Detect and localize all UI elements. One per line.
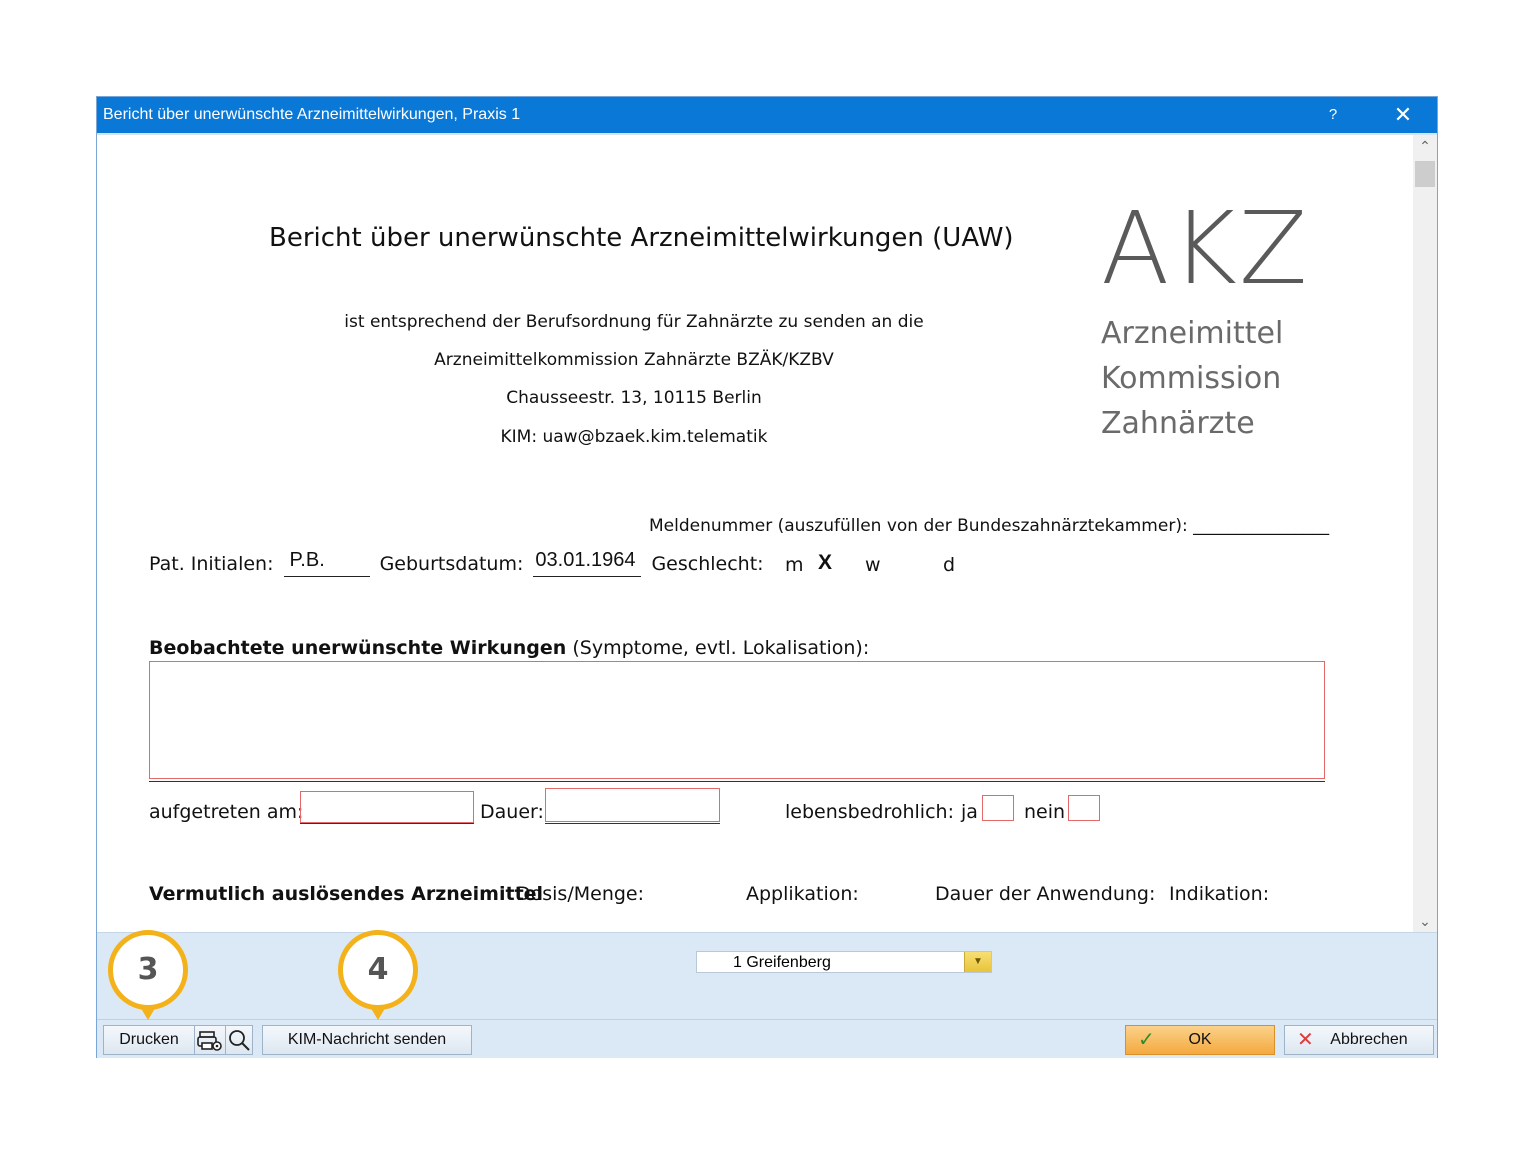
birthdate-field[interactable] xyxy=(533,549,641,577)
checkmark-icon: ✓ xyxy=(1138,1029,1155,1051)
window-title: Bericht über unerwünschte Arzneimittelwirkungen, Praxis 1 xyxy=(103,106,521,123)
life-threatening-yes-label: ja xyxy=(961,801,978,823)
initials-field[interactable] xyxy=(284,549,370,577)
address-line-2: Arzneimittelkommission Zahnärzte BZÄK/KZBV xyxy=(434,350,834,370)
printer-settings-button[interactable] xyxy=(194,1025,226,1055)
duration-underline xyxy=(545,823,720,824)
observed-effects-title: Beobachtete unerwünschte Wirkungen xyxy=(149,637,567,659)
cancel-button[interactable] xyxy=(1284,1025,1434,1055)
callout-number: 3 xyxy=(108,930,188,1010)
application-column-header: Applikation: xyxy=(746,883,859,905)
akz-logo xyxy=(1101,190,1310,446)
ok-button[interactable] xyxy=(1125,1025,1275,1055)
indication-column-header: Indikation: xyxy=(1169,883,1270,905)
chevron-down-icon[interactable]: ▼ xyxy=(964,952,991,972)
duration-of-use-column-header: Dauer der Anwendung: xyxy=(935,883,1156,905)
printer-settings-icon xyxy=(197,1028,223,1052)
duration-field[interactable] xyxy=(545,788,720,822)
life-threatening-no-checkbox[interactable] xyxy=(1068,795,1100,821)
logo-line-2: Kommission xyxy=(1101,361,1282,396)
address-line-4: KIM: uaw@bzaek.kim.telematik xyxy=(500,427,768,447)
scroll-down-icon[interactable]: ⌄ xyxy=(1419,913,1431,929)
magnifier-icon xyxy=(227,1028,251,1052)
x-icon: ✕ xyxy=(1297,1029,1314,1051)
titlebar xyxy=(97,97,1437,133)
practice-select-value: 1 Greifenberg xyxy=(733,954,831,971)
life-threatening-label: lebensbedrohlich: xyxy=(785,801,954,823)
duration-label: Dauer: xyxy=(480,801,544,823)
occurred-date-field[interactable] xyxy=(300,791,474,823)
address-line-3: Chausseestr. 13, 10115 Berlin xyxy=(506,388,762,408)
observed-effects-label xyxy=(149,637,869,659)
print-button[interactable]: Drucken xyxy=(103,1025,195,1055)
observed-effects-underline xyxy=(149,781,1325,782)
help-button[interactable]: ? xyxy=(1328,106,1338,123)
callout-number: 4 xyxy=(338,930,418,1010)
observed-effects-hint: (Symptome, evtl. Lokalisation): xyxy=(566,637,870,659)
occurred-label: aufgetreten am: xyxy=(149,801,304,823)
birthdate-value: 03.01.1964 xyxy=(535,549,636,571)
report-document[interactable] xyxy=(97,135,1413,932)
logo-abbreviation: AKZ xyxy=(1101,190,1310,307)
logo-line-1: Arzneimittel xyxy=(1101,316,1284,351)
scroll-thumb[interactable] xyxy=(1415,161,1435,187)
observed-effects-field[interactable] xyxy=(149,661,1325,779)
scroll-up-icon[interactable]: ⌃ xyxy=(1419,138,1431,154)
close-button[interactable]: ✕ xyxy=(1393,102,1413,127)
logo-line-3: Zahnärzte xyxy=(1101,406,1255,441)
callout-3 xyxy=(108,930,188,1030)
gender-option-m[interactable]: m xyxy=(785,554,804,576)
occurred-date-underline xyxy=(300,823,474,824)
gender-label: Geschlecht: xyxy=(651,553,764,575)
ok-label: OK xyxy=(1188,1031,1212,1048)
cancel-label: Abbrechen xyxy=(1330,1031,1408,1048)
gender-option-d[interactable]: d xyxy=(943,554,956,576)
dose-column-header: Dosis/Menge: xyxy=(516,883,645,905)
life-threatening-yes-checkbox[interactable] xyxy=(982,795,1014,821)
practice-select[interactable] xyxy=(696,951,992,973)
vertical-scrollbar[interactable] xyxy=(1413,135,1437,932)
drug-column-header: Vermutlich auslösendes Arzneimittel xyxy=(149,883,544,905)
kim-send-button[interactable]: KIM-Nachricht senden xyxy=(262,1025,472,1055)
dialog-footer xyxy=(97,932,1437,1058)
callout-4 xyxy=(338,930,418,1030)
footer-separator xyxy=(97,1019,1437,1020)
gender-mark[interactable]: X xyxy=(818,551,833,574)
birthdate-label: Geburtsdatum: xyxy=(379,553,524,575)
initials-value: P.B. xyxy=(289,549,325,571)
report-number-label: Meldenummer (auszufüllen von der Bundeszahnärztekammer): ________________ xyxy=(649,516,1330,536)
life-threatening-no-label: nein xyxy=(1024,801,1066,823)
uaw-report-dialog xyxy=(96,96,1438,1058)
initials-label: Pat. Initialen: xyxy=(149,553,274,575)
address-line-1: ist entsprechend der Berufsordnung für Zahnärzte zu senden an die xyxy=(344,312,924,332)
report-heading: Bericht über unerwünschte Arzneimittelwirkungen (UAW) xyxy=(269,223,1014,253)
print-preview-button[interactable] xyxy=(225,1025,253,1055)
gender-option-w[interactable]: w xyxy=(865,554,881,576)
patient-row xyxy=(149,549,764,577)
